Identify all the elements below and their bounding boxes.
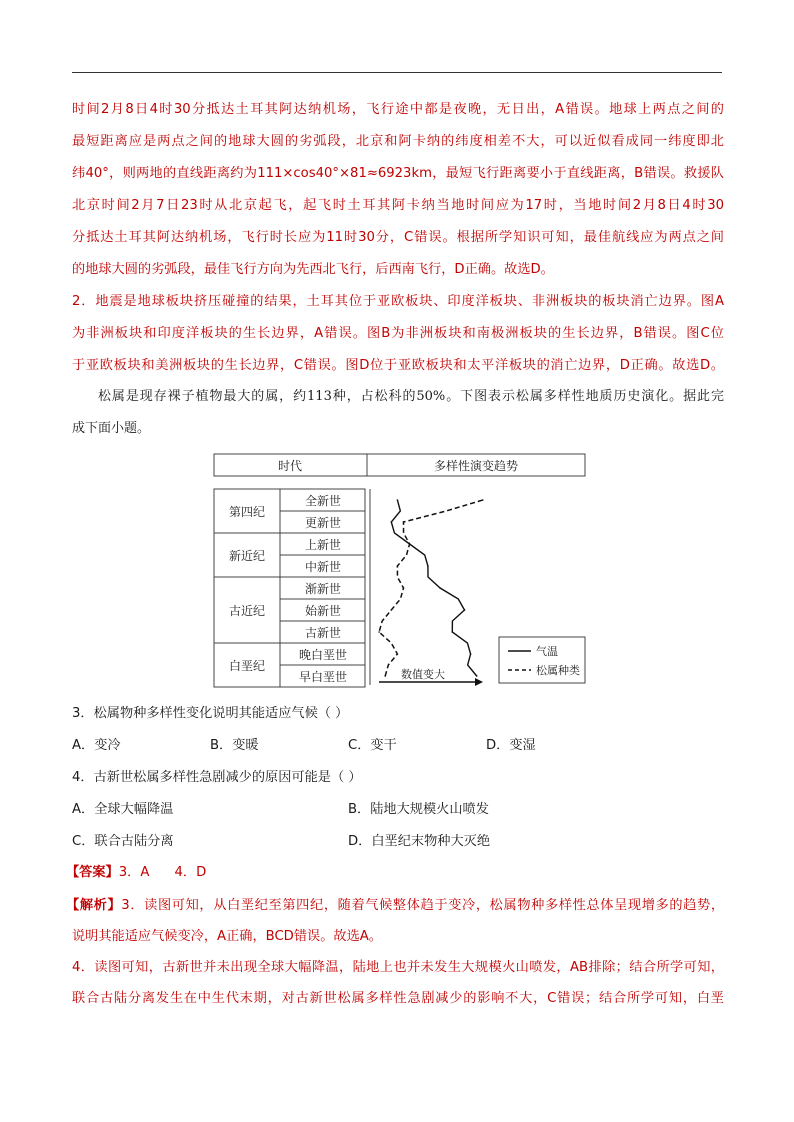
header-rule [72,72,722,73]
epoch-label: 上新世 [304,538,342,552]
epoch-label: 晚白垩世 [298,648,348,662]
analysis-line-4: 联合古陆分离发生在中生代末期，对古新世松属多样性急剧减少的影响不大，C错误；结合所学可知，白垩 [72,991,724,1006]
text-line: 纬40°，则两地的直线距离约为111×cos40°×81≈6923km，最短飞行距离要小于直线距离，B错误。救援队 [72,166,724,181]
passage-line: 成下面小题。 [72,421,151,436]
species-point-晚白垩世 [397,653,399,655]
temperature-point-中新世 [427,565,429,567]
text-line: 北京时间2月7日23时从北京起飞，起飞时土耳其阿卡纳当地时间应为17时，当地时间2月8日4时30 [72,198,724,213]
epoch-label: 全新世 [304,494,342,508]
temperature-point-渐新世 [439,587,441,589]
q4-option-a[interactable]: A．全球大幅降温 [72,802,174,817]
temperature-point-更新世 [391,521,393,523]
temperature-point-早白垩世 [476,675,478,677]
series-line-species [379,500,483,676]
analysis [66,890,724,1014]
analysis-line-1 [66,890,724,921]
analysis-line-2: 说明其能适应气候变冷，A正确，BCD错误。故选A。 [72,929,382,944]
q3-options [72,731,724,761]
epoch-label: 始新世 [304,604,342,618]
species-point-渐新世 [403,587,405,589]
pinus-diversity-figure [213,453,587,689]
header-era: 时代 [277,459,303,473]
text-line: 最短距离应是两点之间的地球大圆的劣弧段，北京和阿卡纳的纬度相差不大，可以近似看成同一纬度即北 [72,134,724,149]
legend-label-temperature: 气温 [536,645,558,658]
text-line: 时间2月8日4时30分抵达土耳其阿达纳机场，飞行途中都是夜晚，无日出，A错误。地球上两点之间的 [72,102,724,117]
period-label: 新近纪 [228,549,266,563]
q4-options-row-2 [72,827,724,857]
epoch-label: 中新世 [304,560,342,574]
temperature-point-始新世 [464,609,466,611]
series-layer [378,499,483,677]
species-point-早白垩世 [384,675,386,677]
epoch-label: 渐新世 [304,582,342,596]
period-label: 古近纪 [228,604,266,618]
species-point-更新世 [403,521,405,523]
text-line: 分抵达土耳其阿达纳机场，飞行时长应为11时30分，C错误。根据所学知识可知，最佳航线应为两点之间 [72,230,724,245]
q4-stem: 4．古新世松属多样性急剧减少的原因可能是（ ） [72,770,362,785]
period-label: 第四纪 [228,505,266,519]
q3-stem-row [72,699,724,729]
analysis-line-3: 4．读图可知，古新世并未出现全球大幅降温，陆地上也并未发生大规模火山喷发，AB排除；结合所学可知， [72,960,724,975]
q3-option-c[interactable]: C．变干 [348,738,397,753]
species-point-全新世 [482,499,484,501]
q4-option-c[interactable]: C．联合古陆分离 [72,834,174,849]
temperature-point-古新世 [452,631,454,633]
answer-label: 【答案】 [66,865,119,880]
species-point-始新世 [391,609,393,611]
text-line: 于亚欧板块和美洲板块的生长边界，C错误。图D位于亚欧板块和太平洋板块的消亡边界，D正确。故选D。 [72,358,724,373]
period-label: 白垩纪 [228,659,266,673]
figure-header-box [214,454,585,476]
q4-option-b[interactable]: B．陆地大规模火山喷发 [348,802,489,817]
q3-option-d[interactable]: D．变湿 [486,738,536,753]
epoch-label: 早白垩世 [298,670,348,684]
value-axis-label: 数值变大 [401,668,445,681]
analysis-label: 【解析】 [66,898,122,913]
analysis-text: 3．读图可知，从白垩纪至第四纪，随着气候整体趋于变冷，松属物种多样性总体呈现增多的趋势， [121,898,724,913]
legend-label-species: 松属种类 [536,664,580,677]
passage [72,381,724,445]
text-line: 的地球大圆的劣弧段，最佳飞行方向为先西北飞行，后西南飞行，D正确。故选D。 [72,262,554,277]
answer-text: 3．A 4．D [118,865,207,880]
passage-line: 松属是现存裸子植物最大的属，约113种，占松科的50%。下图表示松属多样性地质历史演化。据此完 [98,389,724,404]
species-point-古新世 [378,631,380,633]
prev-explanation [72,94,724,382]
species-point-中新世 [397,565,399,567]
q4-options-row-1 [72,795,724,825]
temperature-point-全新世 [397,499,399,501]
q3-stem: 3．松属物种多样性变化说明其能适应气候（ ） [72,706,349,721]
q4-option-d[interactable]: D．白垩纪末物种大灭绝 [348,834,491,849]
epoch-label: 古新世 [304,626,342,640]
q3-option-b[interactable]: B．变暖 [210,738,259,753]
diversity-chart [213,453,587,689]
q3-option-a[interactable]: A．变冷 [72,738,121,753]
species-point-上新世 [409,543,411,545]
text-line: 为非洲板块和印度洋板块的生长边界，A错误。图B为非洲板块和南极洲板块的生长边界，B错误。图C位 [72,326,724,341]
q4-stem-row [72,763,724,793]
header-trend: 多样性演变趋势 [433,459,519,473]
epoch-label: 更新世 [304,516,342,530]
value-axis-arrowhead [475,678,483,686]
text-line: 2．地震是地球板块挤压碰撞的结果，土耳其位于亚欧板块、印度洋板块、非洲板块的板块消亡边界。图A [72,294,724,309]
answer-line [66,858,206,888]
temperature-point-晚白垩世 [470,653,472,655]
